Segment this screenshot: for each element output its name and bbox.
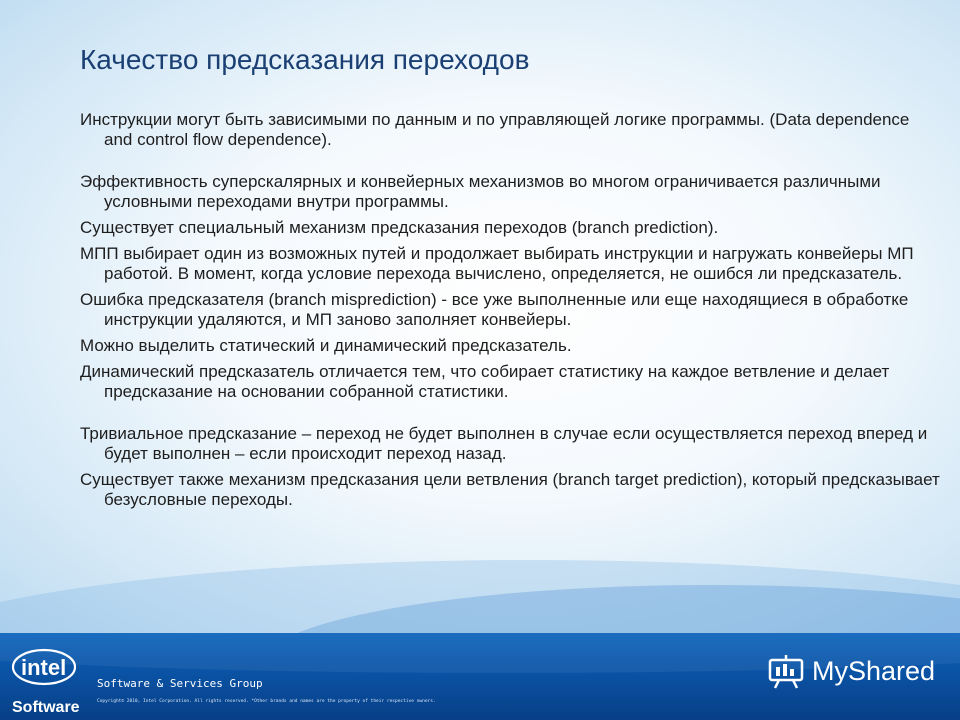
paragraph: Инструкции могут быть зависимыми по данным и по управляющей логике программы. (Data dependence and control flow dependence). [80,110,910,149]
slide-title: Качество предсказания переходов [80,44,530,75]
presentation-board-icon [766,651,806,691]
paragraph: Можно выделить статический и динамический предсказатель. [80,336,572,355]
intel-software-logo [8,641,84,717]
intel-logo-text: intel [21,655,67,680]
myshared-text: MyShared [812,655,936,686]
paragraph: Существует также механизм предсказания цели ветвления (branch target prediction), который предсказывает безусловные переходы. [80,470,940,509]
footer-bar [0,633,960,720]
slide-body [80,110,940,516]
group-name: Software & Services Group [97,677,263,690]
software-logo-text: Software [12,699,80,716]
paragraph: Эффективность суперскалярных и конвейерных механизмов во многом ограничивается различными условными переходами внутри программы. [80,172,881,211]
paragraph: Ошибка предсказателя (branch misprediction) - все уже выполненные или еще находящиеся в обработке инструкции удаляются, и МП заново заполняет конвейеры. [80,290,909,329]
paragraph: Существует специальный механизм предсказания переходов (branch prediction). [80,218,719,237]
myshared-watermark [766,651,935,691]
paragraph: Тривиальное предсказание – переход не будет выполнен в случае если осуществляется переход вперед и будет выполнен – если происходит переход назад. [80,424,928,463]
paragraph: Динамический предсказатель отличается тем, что собирает статистику на каждое ветвление и делает предсказание на основании собранной статистики. [80,362,890,401]
copyright-notice: Copyright© 2010, Intel Corporation. All rights reserved. *Other brands and names are the property of their respective owners. [97,699,436,704]
paragraph: МПП выбирает один из возможных путей и продолжает выбирать инструкции и нагружать конвейеры МП работой. В момент, когда условие перехода вычислено, определяется, не ошибся ли предсказатель. [80,244,914,283]
